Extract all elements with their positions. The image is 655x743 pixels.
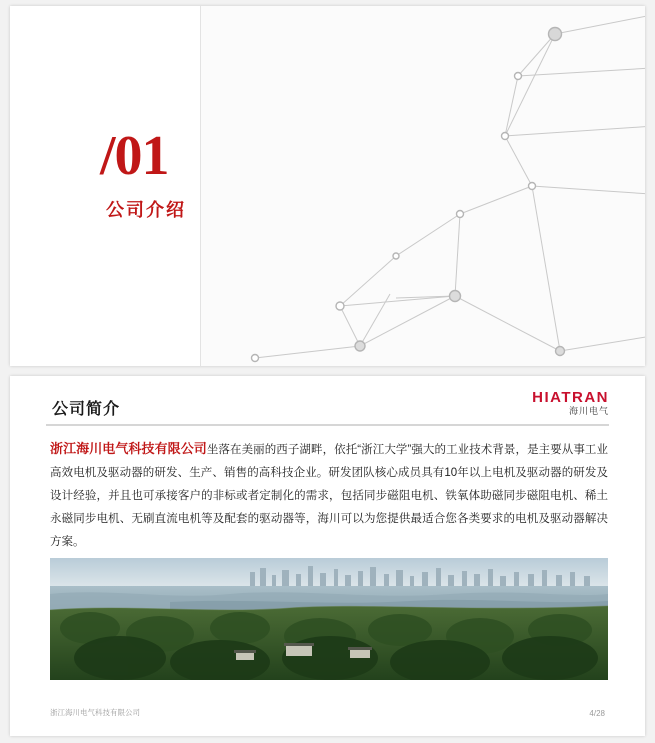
intro-paragraph-text: 坐落在美丽的西子湖畔，依托“浙江大学”强大的工业技术背景，是主要从事工业高效电机及驱动器的研发、生产、销售的高科技企业。研发团队核心成员具有10年以上电机及驱动器的研发及设计经验，并且也可承接客户的非标或者定制化的需求，包括同步磁阻电机、铁氧体助磁同步磁阻电机、稀土永磁同步电机、无刷直流电机等及配套的驱动器等，海川可以为您提供最适合您各类要求的电机及驱动器解决方案。 xyxy=(50,444,608,548)
slide-divider-line xyxy=(200,6,201,366)
photo-illustration xyxy=(50,558,608,680)
logo-wordmark: HIATRAN xyxy=(532,389,609,406)
section-number: /01 xyxy=(100,125,169,187)
slide-company-intro xyxy=(10,376,645,736)
westlake-photo xyxy=(50,558,608,680)
section-title: 公司介绍 xyxy=(106,200,186,220)
footer-company: 浙江海川电气科技有限公司 xyxy=(50,708,140,717)
intro-paragraph xyxy=(50,436,608,554)
title-rule xyxy=(46,424,609,426)
company-name: 浙江海川电气科技有限公司 xyxy=(50,441,207,456)
slide-right-panel xyxy=(200,6,645,366)
slide-section-divider xyxy=(10,6,645,366)
network-graphic xyxy=(200,6,645,366)
page-title: 公司简介 xyxy=(52,401,121,418)
company-logo xyxy=(532,390,609,416)
logo-subtext: 海川电气 xyxy=(568,405,609,416)
page-number: 4/28 xyxy=(589,709,605,718)
